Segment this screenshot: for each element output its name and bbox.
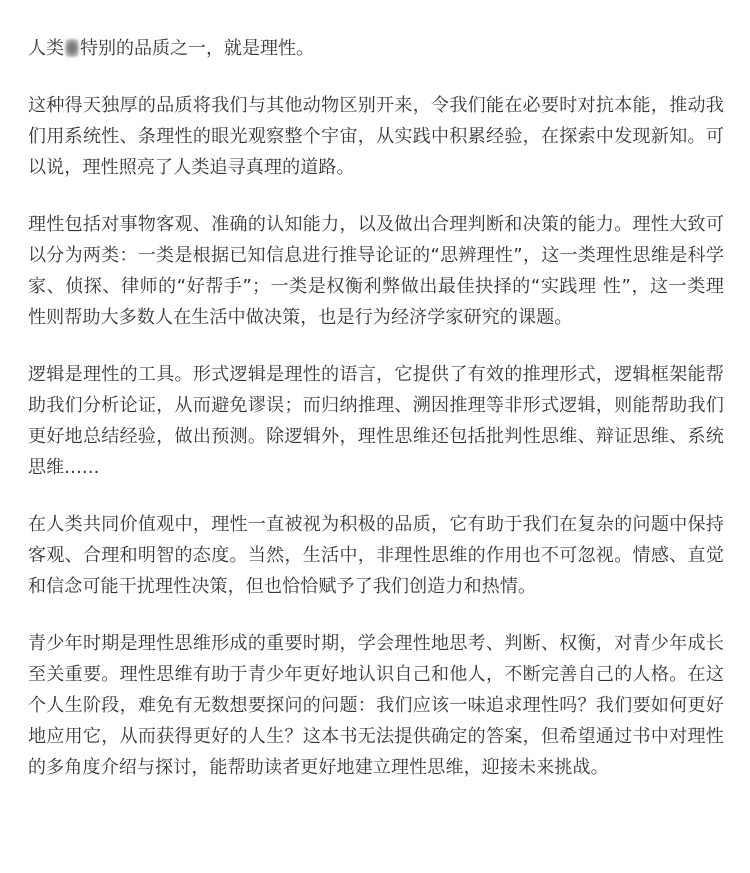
paragraph-1: 这种得天独厚的品质将我们与其他动物区别开来，令我们能在必要时对抗本能，推动我们用系统性、条理性的眼光观察整个宇宙，从实践中积累经验，在探索中发现新知。可以说，理性照亮了人类追寻真理的道路。 [28,95,724,178]
intro-line [28,33,724,64]
paragraph-3: 逻辑是理性的工具。形式逻辑是理性的语言，它提供了有效的推理形式，逻辑框架能帮助我们分析论证，从而避免谬误；而归纳推理、溯因推理等非形式逻辑，则能帮助我们更好地总结经验，做出预测。除逻辑外，理性思维还包括批判性思维、辩证思维、系统思维...... [28,364,724,478]
intro-text-end: 特别的品质之一，就是理性。 [80,38,314,59]
intro-text-start: 人类 [28,38,64,59]
paragraph-4: 在人类共同价值观中，理性一直被视为积极的品质，它有助于我们在复杂的问题中保持客观、合理和明智的态度。当然，生活中，非理性思维的作用也不可忽视。情感、直觉和信念可能干扰理性决策，但也恰恰赋予了我们创造力和热情。 [28,514,724,597]
paragraph-2: 理性包括对事物客观、准确的认知能力，以及做出合理判断和决策的能力。理性大致可以分为两类：一类是根据已知信息进行推导论证的“思辨理性”，这一类理性思维是科学家、侦探、律师的“好帮手”；一类是权衡利弊做出最佳抉择的“实践理 性”，这一类理性则帮助大多数人在生活中做决策，也是行为经济学家研究的课题。 [28,214,724,328]
paragraph-5: 青少年时期是理性思维形成的重要时期，学会理性地思考、判断、权衡，对青少年成长至关重要。理性思维有助于青少年更好地认识自己和他人，不断完善自己的人格。在这个人生阶段，难免有无数想要探问的问题：我们应该一味追求理性吗？我们要如何更好地应用它，从而获得更好的人生？这本书无法提供确定的答案，但希望通过书中对理性的多角度介绍与探讨，能帮助读者更好地建立理性思维，迎接未来挑战。 [28,633,724,778]
blurred-character [65,39,79,57]
